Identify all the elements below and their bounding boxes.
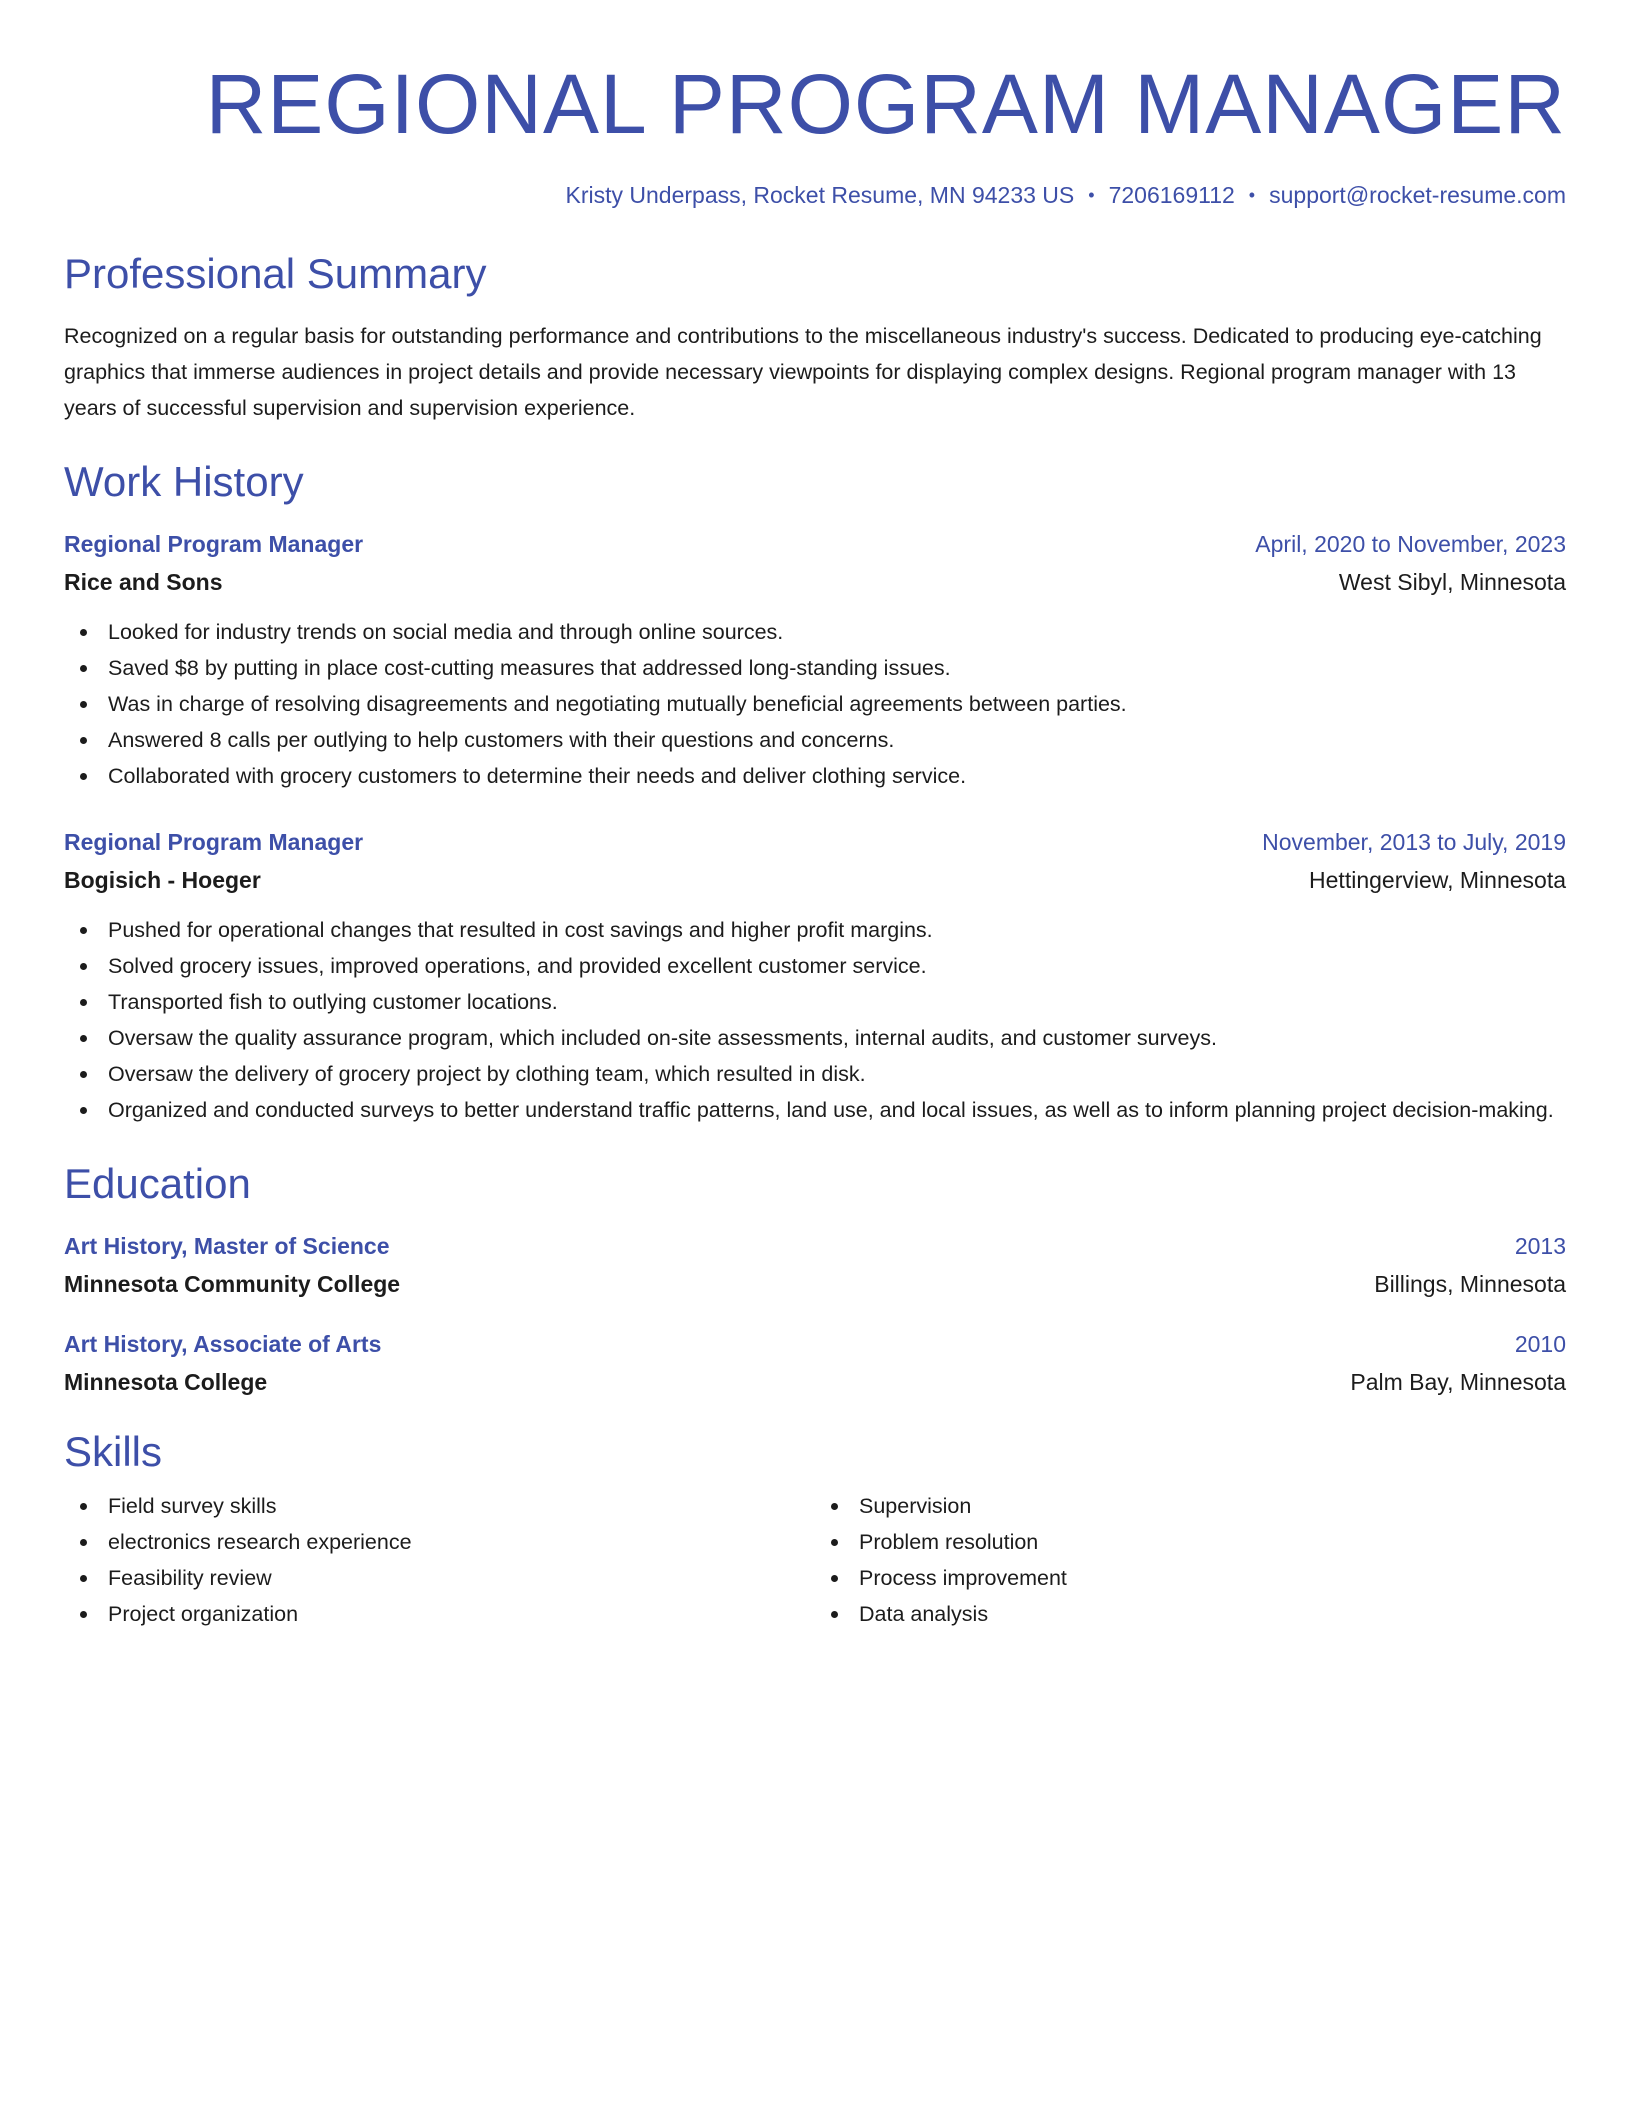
skills-heading: Skills xyxy=(64,1428,163,1475)
skill-item: Field survey skills xyxy=(108,1488,815,1524)
job-bullet: Pushed for operational changes that resulted in cost savings and higher profit margins. xyxy=(108,912,1566,948)
education-entry xyxy=(64,1230,1566,1300)
job-company: Bogisich - Hoeger xyxy=(64,867,261,893)
job-bullet: Oversaw the quality assurance program, which included on-site assessments, internal audits, and customer surveys. xyxy=(108,1020,1566,1056)
skill-item: Supervision xyxy=(859,1488,1566,1524)
skill-item: Process improvement xyxy=(859,1560,1566,1596)
skills-list-left xyxy=(64,1488,815,1632)
job-bullets xyxy=(64,912,1566,1128)
skills-list-right xyxy=(815,1488,1566,1632)
job-bullet: Looked for industry trends on social media and through online sources. xyxy=(108,614,1566,650)
contact-separator: • xyxy=(1088,185,1095,205)
education-degree: Art History, Associate of Arts xyxy=(64,1331,382,1357)
work-history-heading: Work History xyxy=(64,458,304,505)
education-location: Palm Bay, Minnesota xyxy=(1350,1369,1566,1395)
skill-item: Data analysis xyxy=(859,1596,1566,1632)
education-heading: Education xyxy=(64,1160,251,1207)
education-school: Minnesota College xyxy=(64,1369,268,1395)
skill-item: Problem resolution xyxy=(859,1524,1566,1560)
job-bullet: Oversaw the delivery of grocery project by clothing team, which resulted in disk. xyxy=(108,1056,1566,1092)
resume-page xyxy=(64,0,1566,1632)
job-bullet: Answered 8 calls per outlying to help customers with their questions and concerns. xyxy=(108,722,1566,758)
job-company: Rice and Sons xyxy=(64,569,223,595)
contact-phone: 7206169112 xyxy=(1108,182,1235,208)
job-bullet: Was in charge of resolving disagreements and negotiating mutually beneficial agreements between parties. xyxy=(108,686,1566,722)
skill-item: Feasibility review xyxy=(108,1560,815,1596)
job-location: West Sibyl, Minnesota xyxy=(1338,569,1566,595)
job-dates: April, 2020 to November, 2023 xyxy=(1255,531,1566,557)
education-year: 2010 xyxy=(1514,1331,1566,1357)
job-role: Regional Program Manager xyxy=(64,531,364,557)
contact-address: Kristy Underpass, Rocket Resume, MN 94233 US xyxy=(565,182,1075,208)
summary-heading: Professional Summary xyxy=(64,250,487,297)
education-entry xyxy=(64,1328,1566,1398)
skills-columns xyxy=(64,1488,1566,1632)
job-bullet: Collaborated with grocery customers to determine their needs and deliver clothing service. xyxy=(108,758,1566,794)
job-bullet: Solved grocery issues, improved operations, and provided excellent customer service. xyxy=(108,948,1566,984)
education-degree: Art History, Master of Science xyxy=(64,1233,390,1259)
contact-email: support@rocket-resume.com xyxy=(1269,182,1566,208)
education-school: Minnesota Community College xyxy=(64,1271,401,1297)
contact-separator: • xyxy=(1248,185,1256,205)
skill-item: electronics research experience xyxy=(108,1524,815,1560)
resume-name-title: REGIONAL PROGRAM MANAGER xyxy=(205,57,1566,151)
job-bullet: Organized and conducted surveys to better understand traffic patterns, land use, and local issues, as well as to inform planning project decision-making. xyxy=(108,1092,1566,1128)
job-entry xyxy=(64,826,1566,1128)
skill-item: Project organization xyxy=(108,1596,815,1632)
job-bullets xyxy=(64,614,1566,794)
job-entry xyxy=(64,528,1566,794)
contact-line xyxy=(64,180,1566,210)
job-dates: November, 2013 to July, 2019 xyxy=(1262,829,1566,855)
education-year: 2013 xyxy=(1514,1233,1566,1259)
job-bullet: Saved $8 by putting in place cost-cutting measures that addressed long-standing issues. xyxy=(108,650,1566,686)
job-bullet: Transported fish to outlying customer locations. xyxy=(108,984,1566,1020)
education-location: Billings, Minnesota xyxy=(1374,1271,1566,1297)
job-location: Hettingerview, Minnesota xyxy=(1309,867,1566,893)
summary-text: Recognized on a regular basis for outstanding performance and contributions to the miscellaneous industry's success. Dedicated to producing eye-catching graphics that immerse audiences in project details and provide necessary viewpoints for displaying complex designs. Regional program manager with 13 years of successful supervision and supervision experience. xyxy=(64,324,1542,420)
job-role: Regional Program Manager xyxy=(64,829,364,855)
